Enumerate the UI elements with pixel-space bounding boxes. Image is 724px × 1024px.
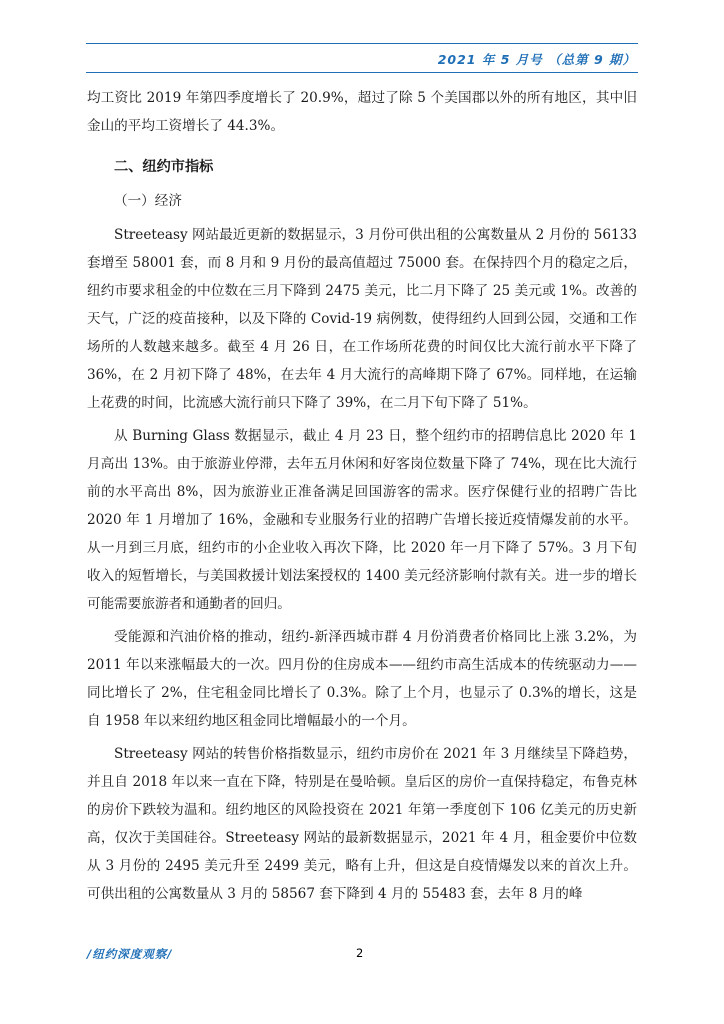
paragraph: Streeteasy 网站的转售价格指数显示，纽约市房价在 2021 年 3 月继续呈下降趋势，并且自 2018 年以来一直在下降，特别是在曼哈顿。皇后区的房价一直保持稳定，布鲁克林的房价下跌较为温和。纽约地区的风险投资在 2021 年第一季度创下 106 亿美元的历史新高，仅次于美国硅谷。Streeteasy 网站的最新数据显示，2021 年 4 月，租金要价中位数从 3 月份的 2495 美元升至 2499 美元，略有上升，但这是自疫情爆发以来的首次上升。可供出租的公寓数量从 3 月的 58567 套下降到 4 月的 55483 套，去年 8 月的峰 xyxy=(87,746,637,902)
subsection-heading: （一）经济 xyxy=(114,193,182,209)
header-rule xyxy=(86,43,638,44)
section-heading: 二、纽约市指标 xyxy=(114,159,214,175)
paragraph: Streeteasy 网站最近更新的数据显示，3 月份可供出租的公寓数量从 2 月份的 56133 套增至 58001 套，而 8 月和 9 月份的最高值超过 75000 套。在保持四个月的稳定之后，纽约市要求租金的中位数在三月下降到 2475 美元，比二月下降了 25 美元或 1%。改善的天气，广泛的疫苗接种，以及下降的 Covid-19 病例数，使得纽约人回到公园，交通和工作场所的人数越来越多。截至 4 月 26 日，在工作场所花费的时间仅比大流行前水平下降了 36%，在 2 月初下降了 48%，在去年 4 月大流行的高峰期下降了 67%。同样地，在运输上花费的时间，比流感大流行前只下降了 39%，在二月下旬下降了 51%。 xyxy=(87,227,637,411)
page-number: 2 xyxy=(356,946,364,960)
continued-paragraph: 均工资比 2019 年第四季度增长了 20.9%，超过了除 5 个美国郡以外的所有地区，其中旧金山的平均工资增长了 44.3%。 xyxy=(87,90,637,134)
document-body xyxy=(87,84,637,908)
paragraph: 受能源和汽油价格的推动，纽约-新泽西城市群 4 月份消费者价格同比上涨 3.2%，为 2011 年以来涨幅最大的一次。四月份的住房成本——纽约市高生活成本的传统驱动力——同比增长了 2%，住宅租金同比增长了 0.3%。除了上个月，也显示了 0.3%的增长，这是自 1958 年以来纽约地区租金同比增幅最小的一个月。 xyxy=(87,629,637,729)
footer-publication: /纽约深度观察/ xyxy=(87,947,173,961)
paragraph: 从 Burning Glass 数据显示，截止 4 月 23 日，整个纽约市的招聘信息比 2020 年 1 月高出 13%。由于旅游业停滞，去年五月休闲和好客岗位数量下降了 74%，现在比大流行前的水平高出 8%，因为旅游业正准备满足回国游客的需求。医疗保健行业的招聘广告比 2020 年 1 月增加了 16%，金融和专业服务行业的招聘广告增长接近疫情爆发前的水平。从一月到三月底，纽约市的小企业收入再次下降，比 2020 年一月下降了 57%。3 月下旬收入的短暂增长，与美国救援计划法案授权的 1400 美元经济影响付款有关。进一步的增长可能需要旅游者和通勤者的回归。 xyxy=(87,428,637,612)
issue-label: 2021 年 5 月号 （总第 9 期） xyxy=(437,52,636,67)
header-rule-bottom xyxy=(86,72,638,73)
